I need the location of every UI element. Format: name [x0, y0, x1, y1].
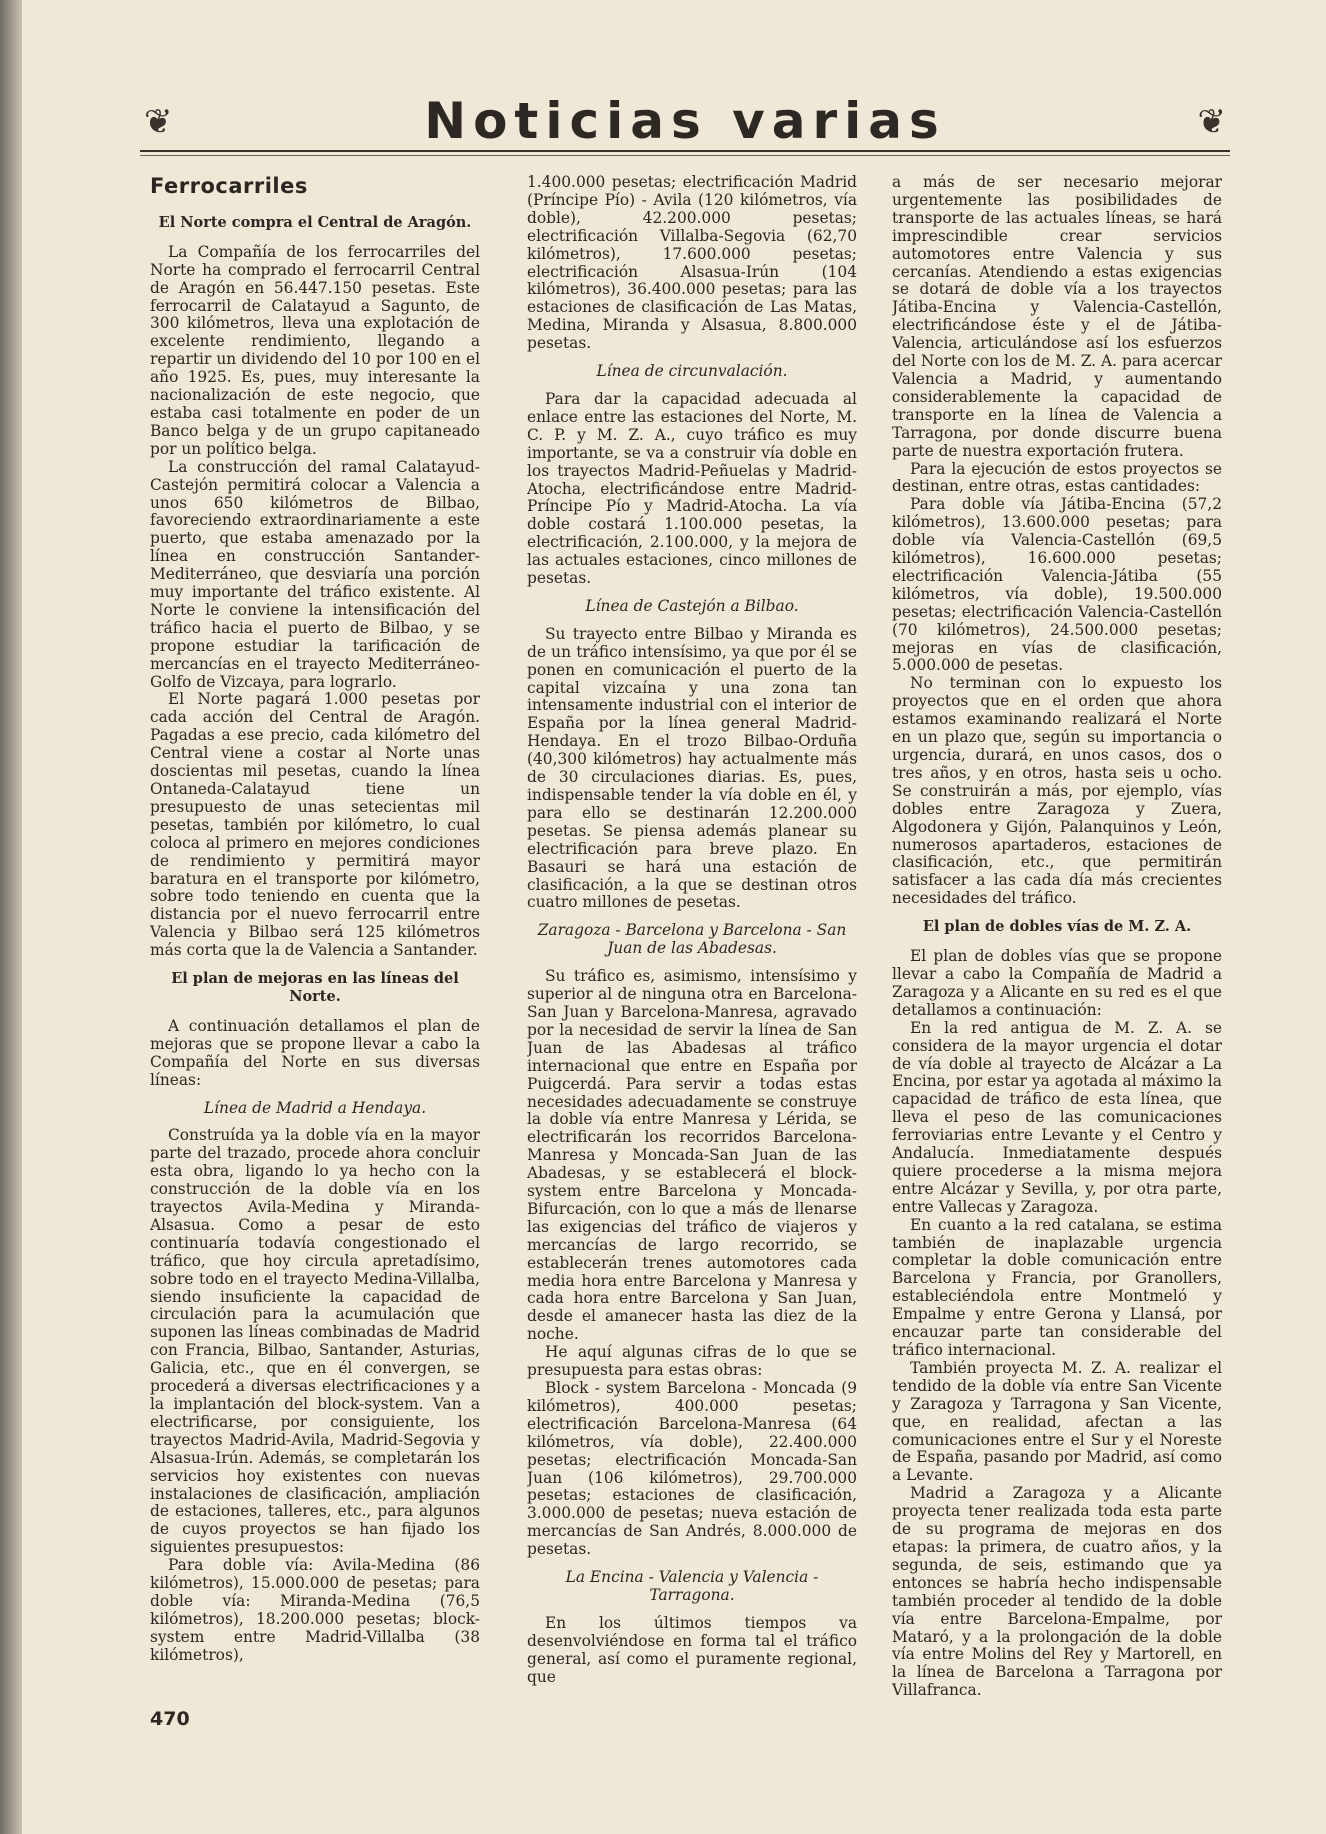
section-title: Ferrocarriles — [150, 174, 308, 198]
paragraph: Para doble vía: Avila-Medina (86 kilómetros), 15.000.000 de pesetas; para doble vía: Miranda-Medina (76,5 kilómetros), 18.200.000 pesetas; block-system entre Madrid-Villalba (38 kilómetros), — [150, 1556, 480, 1664]
paragraph: En cuanto a la red catalana, se estima también de inaplazable urgencia completar la doble comunicación entre Barcelona y Francia, por Granollers, estableciéndola entre Montmeló y Empalme y entre Gerona y Llansá, por encauzar parte tan considerable del tráfico internacional. — [892, 1215, 1222, 1359]
header — [140, 86, 1230, 156]
header-rule-thin — [140, 155, 1230, 156]
paragraph: Block - system Barcelona - Moncada (9 kilómetros), 400.000 pesetas; electrificación Barcelona-Manresa (64 kilómetros, vía doble), 22.400.000 pesetas; electrificación Moncada-San Juan (106 kilómetros), 29.700.000 pesetas; estaciones de clasificación, 3.000.000 de pesetas; nueva estación de mercancías de San Andrés, 8.000.000 de pesetas. — [527, 1379, 857, 1559]
paragraph: Para doble vía Játiba-Encina (57,2 kilómetros), 13.600.000 pesetas; para doble vía Valencia-Castellón (69,5 kilómetros), 16.600.000 pesetas; electrificación Valencia-Játiba (55 kilómetros, vía doble), 19.500.000 pesetas; electrificación Valencia-Castellón (70 kilómetros), 24.500.000 pesetas; mejoras en vías de clasificación, 5.000.000 de pesetas. — [892, 495, 1222, 675]
italic-heading: Zaragoza - Barcelona y Barcelona - San Juan de las Abadesas. — [537, 921, 847, 958]
binding-gutter — [0, 0, 22, 1834]
paragraph: La construcción del ramal Calatayud-Castejón permitirá colocar a Valencia a unos 650 kilómetros de Bilbao, favoreciendo extraordinariamente a este puerto, que estaba amenazado por la línea en construcción Santander-Mediterráneo, que desviaría una porción muy importante del tráfico existente. Al Norte le conviene la intensificación del tráfico hacia el puerto de Bilbao, y se propone estudiar la tarificación de mercancías en el trayecto Mediterráneo-Golfo de Vizcaya, para lograrlo. — [150, 457, 480, 691]
subheading: El plan de dobles vías de M. Z. A. — [922, 918, 1192, 936]
paragraph: Su tráfico es, asimismo, intensísimo y superior al de ninguna otra en Barcelona-San Juan y Barcelona-Manresa, agravado por la necesidad de servir la línea de San Juan de las Abadesas al tráfico internacional que entre en España por Puigcerdá. Para servir a todas estas necesidades adecuadamente se construye la doble vía entre Manresa y Lérida, se electrificarán los recorridos Barcelona-Manresa y Moncada-San Juan de las Abadesas, y se establecerá el block-system entre Barcelona y Moncada-Bifurcación, con lo que a más de llenarse las exigencias del tráfico de viajeros y mercancías de largo recorrido, se establecerán trenes automotores cada media hora entre Barcelona y Manresa y cada hora entre Barcelona y San Juan, desde el amanecer hasta las diez de la noche. — [527, 967, 857, 1344]
paragraph: En los últimos tiempos va desenvolviéndose en forma tal el tráfico general, así como el puramente regional, que — [527, 1613, 857, 1686]
paragraph: 1.400.000 pesetas; electrificación Madrid (Príncipe Pío) - Avila (120 kilómetros, vía doble), 42.200.000 pesetas; electrificación Villalba-Segovia (62,70 kilómetros), 17.600.000 pesetas; electrificación Alsasua-Irún (104 kilómetros), 36.400.000 pesetas; para las estaciones de clasificación de Las Matas, Medina, Miranda y Alsasua, 8.800.000 pesetas. — [527, 174, 857, 353]
paragraph: A continuación detallamos el plan de mejoras que se propone llevar a cabo la Compañía del Norte en sus diversas líneas: — [150, 1016, 480, 1089]
column-2 — [527, 174, 857, 1714]
ornament-left-icon: ❦ — [144, 102, 173, 142]
paragraph: a más de ser necesario mejorar urgentemente las posibilidades de transporte de las actuales líneas, se hará imprescindible crear servicios automotores entre Valencia y sus cercanías. Atendiendo a estas exigencias se dotará de doble vía a los trayectos Játiba-Encina y Valencia-Castellón, electrificándose éste y el de Játiba-Valencia, articulándose así los esfuerzos del Norte con los de M. Z. A. para acercar Valencia a Madrid, y aumentando considerablemente la capacidad de transporte en la línea de Valencia a Tarragona, por donde discurre buena parte de nuestra exportación frutera. — [892, 174, 1222, 460]
paragraph: Su trayecto entre Bilbao y Miranda es de un tráfico intensísimo, ya que por él se ponen en comunicación el puerto de la capital vizcaína y una zona tan intensamente industrial con el interior de España por la línea general Madrid-Hendaya. En el trozo Bilbao-Orduña (40,300 kilómetros) hay actualmente más de 30 circulaciones diarias. Es, pues, indispensable tender la vía doble en él, y para ello se destinarán 12.200.000 pesetas. Se piensa además planear su electrificación para breve plazo. En Basauri se hará una estación de clasificación, a la que se destinan otros cuatro millones de pesetas. — [527, 624, 857, 912]
ornament-right-icon: ❦ — [1197, 102, 1226, 142]
page-number: 470 — [150, 1708, 190, 1730]
column-3 — [892, 174, 1222, 1714]
italic-heading: Línea de circunvalación. — [596, 362, 788, 381]
paragraph: El Norte pagará 1.000 pesetas por cada acción del Central de Aragón. Pagadas a ese precio, cada kilómetro del Central viene a costar al Norte unas doscientas mil pesetas, cuando la línea Ontaneda-Calatayud tiene un presupuesto de unas setecientas mil pesetas, también por kilómetro, lo cual coloca al primero en mejores condiciones de rendimiento y permitirá mayor baratura en el transporte por kilómetro, sobre todo teniendo en cuenta que la distancia por el nuevo ferrocarril entre Valencia y Bilbao será 125 kilómetros más corta que la de Valencia a Santander. — [150, 690, 480, 960]
italic-heading: Línea de Madrid a Hendaya. — [203, 1098, 427, 1117]
paragraph: La Compañía de los ferrocarriles del Norte ha comprado el ferrocarril Central de Aragón en 56.447.150 pesetas. Este ferrocarril de Calatayud a Sagunto, de 300 kilómetros, lleva una explotación de excelente rendimiento, llegando a repartir un dividendo del 10 por 100 en el año 1925. Es, pues, muy interesante la nacionalización de este negocio, que estaba casi totalmente en poder de un Banco belga y de un grupo capitaneado por un político belga. — [150, 242, 480, 458]
paragraph: No terminan con lo expuesto los proyectos que en el orden que ahora estamos examinando realizará el Norte en un plazo que, según su importancia o urgencia, durará, en unos casos, dos o tres años, y en otros, hasta seis u ocho. Se construirán a más, por ejemplo, vías dobles entre Zaragoza y Zuera, Algodonera y Gijón, Palanquinos y León, numerosos apartaderos, estaciones de clasificación, etc., que permitirán satisfacer a las cada día más crecientes necesidades del tráfico. — [892, 674, 1222, 908]
paragraph: En la red antigua de M. Z. A. se considera de la mayor urgencia el dotar de vía doble al trayecto de Alcázar a La Encina, por estar ya agotada al máximo la capacidad de tráfico de esta línea, que lleva el peso de las comunicaciones ferroviarias entre Levante y el Centro y Andalucía. Inmediatamente después quiere procederse a la misma mejora entre Alcázar y Sevilla, y, por otra parte, entre Vallecas y Zaragoza. — [892, 1018, 1222, 1216]
subheading: El Norte compra el Central de Aragón. — [158, 213, 472, 231]
subheading: El plan de mejoras en las líneas del Norte. — [171, 970, 459, 1005]
paragraph: También proyecta M. Z. A. realizar el tendido de la doble vía entre San Vicente y Zaragoza y Tarragona y San Vicente, que, en realidad, afectan a las comunicaciones entre el Sur y el Noreste de España, pasando por Madrid, así como a Levante. — [892, 1358, 1222, 1485]
header-rule — [140, 150, 1230, 152]
paragraph: Para la ejecución de estos proyectos se destinan, entre otras, estas cantidades: — [892, 459, 1222, 496]
paragraph: He aquí algunas cifras de lo que se presupuesta para estas obras: — [527, 1343, 857, 1380]
italic-heading: La Encina - Valencia y Valencia - Tarragona. — [565, 1568, 819, 1604]
page-title: Noticias varias — [424, 92, 946, 150]
italic-heading: Línea de Castejón a Bilbao. — [585, 596, 799, 615]
paragraph: Construída ya la doble vía en la mayor parte del trazado, procede ahora concluir esta obra, ligando lo ya hecho con la construcción de la doble vía en los trayectos Avila-Medina y Miranda-Alsasua. Como a pesar de esto continuaría todavía congestionado el tráfico, que hoy circula apretadísimo, sobre todo en el trayecto Medina-Villalba, siendo insuficiente la capacidad de circulación para la acumulación que suponen las líneas combinadas de Madrid con Francia, Bilbao, Santander, Asturias, Galicia, etc., que en él convergen, se procederá a diversas electrificaciones y a la implantación del block-system. Van a electrificarse, por consiguiente, los trayectos Madrid-Avila, Madrid-Segovia y Alsasua-Irún. Además, se completarán los servicios hoy existentes con nuevas instalaciones de clasificación, ampliación de estaciones, talleres, etc., para algunos de cuyos proyectos se han fijado los siguientes presupuestos: — [150, 1126, 480, 1557]
paragraph: El plan de dobles vías que se propone llevar a cabo la Compañía de Madrid a Zaragoza y a Alicante en su red es el que detallamos a continuación: — [892, 947, 1222, 1019]
column-1 — [150, 174, 480, 1714]
paragraph: Para dar la capacidad adecuada al enlace entre las estaciones del Norte, M. C. P. y M. Z. A., cuyo tráfico es muy importante, se va a construir vía doble en los trayectos Madrid-Peñuelas y Madrid-Atocha, electrificándose entre Madrid-Príncipe Pío y Madrid-Atocha. La vía doble costará 1.100.000 pesetas, la electrificación, 2.100.000, y la mejora de las actuales estaciones, cinco millones de pesetas. — [527, 389, 857, 588]
paragraph: Madrid a Zaragoza y a Alicante proyecta tener realizada toda esta parte de su programa de mejoras en dos etapas: la primera, de cuatro años, y la segunda, de seis, estimando que ya entonces se habría hecho indispensable también proceder al tendido de la doble vía entre Barcelona-Empalme, por Mataró, y a la prolongación de la doble vía entre Molins del Rey y Martorell, en la línea de Barcelona a Tarragona por Villafranca. — [892, 1484, 1222, 1700]
